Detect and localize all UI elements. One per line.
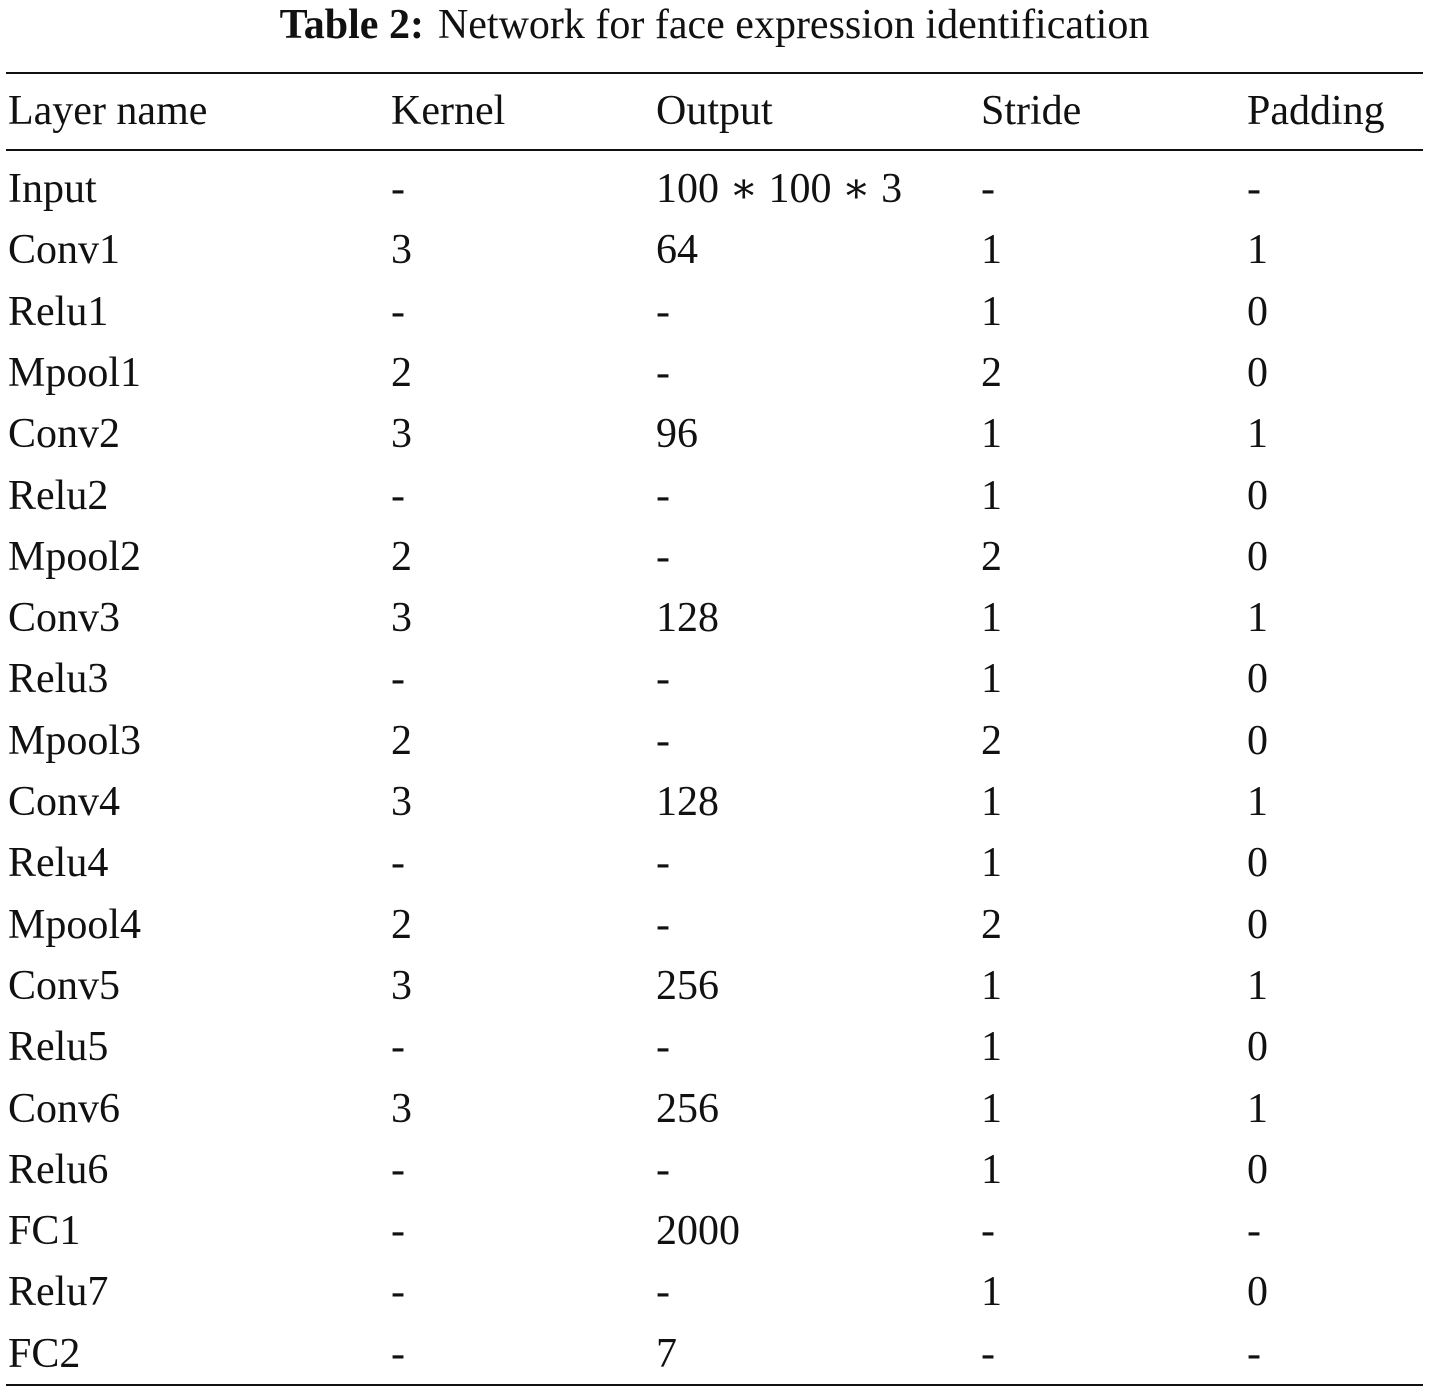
- cell-layer-name: Conv6: [8, 1085, 121, 1132]
- cell-padding: 1: [1247, 227, 1268, 274]
- cell-kernel: 2: [391, 533, 412, 580]
- table-row: [0, 1201, 1429, 1262]
- table-row: [0, 956, 1429, 1017]
- cell-stride: 1: [981, 656, 1002, 703]
- caption-label: Table 2:: [279, 2, 424, 48]
- table-row: [0, 711, 1429, 772]
- cell-layer-name: Relu1: [8, 288, 109, 335]
- cell-kernel: 2: [391, 717, 412, 764]
- table-row: [0, 1262, 1429, 1323]
- cell-layer-name: FC1: [8, 1208, 81, 1255]
- table-row: [0, 527, 1429, 588]
- cell-output: -: [656, 1146, 670, 1193]
- cell-stride: 1: [981, 227, 1002, 274]
- cell-layer-name: Mpool2: [8, 533, 142, 580]
- cell-padding: 1: [1247, 595, 1268, 642]
- cell-output: -: [656, 472, 670, 519]
- cell-kernel: -: [391, 656, 405, 703]
- cell-kernel: -: [391, 840, 405, 887]
- cell-layer-name: Relu6: [8, 1146, 109, 1193]
- cell-padding: 0: [1247, 288, 1268, 335]
- table-row: [0, 282, 1429, 343]
- table-row: [0, 220, 1429, 281]
- cell-layer-name: FC2: [8, 1330, 81, 1377]
- header-layer-name: Layer name: [8, 88, 208, 134]
- cell-padding: 0: [1247, 840, 1268, 887]
- cell-output: -: [656, 901, 670, 948]
- cell-layer-name: Relu7: [8, 1269, 109, 1316]
- cell-stride: -: [981, 1208, 995, 1255]
- cell-output: 64: [656, 227, 698, 274]
- cell-layer-name: Conv4: [8, 779, 121, 825]
- table-row: [0, 833, 1429, 894]
- cell-padding: 0: [1247, 1024, 1268, 1071]
- table-row: [0, 1324, 1429, 1385]
- cell-padding: 1: [1247, 411, 1268, 458]
- cell-kernel: 2: [391, 901, 412, 948]
- cell-output: -: [656, 1024, 670, 1071]
- cell-output: 256: [656, 962, 719, 1009]
- cell-output: -: [656, 1269, 670, 1316]
- cell-kernel: 3: [391, 227, 412, 274]
- bottom-rule: [6, 1384, 1423, 1386]
- cell-kernel: 3: [391, 411, 412, 458]
- table-row: [0, 772, 1429, 833]
- cell-layer-name: Mpool4: [8, 901, 142, 948]
- cell-padding: 0: [1247, 1269, 1268, 1316]
- cell-stride: 2: [981, 717, 1002, 764]
- table-row: [0, 649, 1429, 710]
- cell-kernel: -: [391, 1208, 405, 1255]
- header-rule: [6, 149, 1423, 151]
- cell-output: -: [656, 533, 670, 580]
- cell-stride: 1: [981, 1269, 1002, 1316]
- cell-padding: 0: [1247, 472, 1268, 519]
- table-row: [0, 1079, 1429, 1140]
- cell-kernel: -: [391, 1024, 405, 1071]
- table-row: [0, 466, 1429, 527]
- cell-layer-name: Mpool3: [8, 717, 142, 764]
- table-row: [0, 1140, 1429, 1201]
- cell-output: 7: [656, 1330, 677, 1377]
- cell-stride: 1: [981, 472, 1002, 519]
- cell-layer-name: Conv5: [8, 962, 121, 1009]
- header-padding: Padding: [1247, 88, 1385, 134]
- cell-output: 100 ∗ 100 ∗ 3: [656, 166, 903, 212]
- table-row: [0, 895, 1429, 956]
- cell-kernel: 3: [391, 595, 412, 642]
- cell-kernel: -: [391, 472, 405, 519]
- cell-padding: 1: [1247, 779, 1268, 825]
- cell-padding: 0: [1247, 656, 1268, 703]
- cell-layer-name: Input: [8, 166, 97, 212]
- cell-layer-name: Relu5: [8, 1024, 109, 1071]
- header-stride: Stride: [981, 88, 1082, 134]
- cell-kernel: -: [391, 1146, 405, 1193]
- cell-output: 256: [656, 1085, 719, 1132]
- cell-stride: 2: [981, 533, 1002, 580]
- cell-kernel: 2: [391, 349, 412, 396]
- cell-padding: 0: [1247, 349, 1268, 396]
- cell-output: -: [656, 717, 670, 764]
- cell-output: -: [656, 656, 670, 703]
- cell-padding: 0: [1247, 901, 1268, 948]
- cell-kernel: 3: [391, 1085, 412, 1132]
- table-row: [0, 1017, 1429, 1078]
- cell-layer-name: Mpool1: [8, 349, 142, 396]
- cell-layer-name: Conv2: [8, 411, 121, 458]
- cell-stride: -: [981, 166, 995, 212]
- cell-stride: 2: [981, 901, 1002, 948]
- header-output: Output: [656, 88, 773, 134]
- table-row: [0, 588, 1429, 649]
- table-row: [0, 343, 1429, 404]
- cell-output: 128: [656, 595, 719, 642]
- cell-output: 96: [656, 411, 698, 458]
- table-row: [0, 159, 1429, 220]
- cell-padding: -: [1247, 166, 1261, 212]
- header-kernel: Kernel: [391, 88, 506, 134]
- table-header-row: [0, 80, 1429, 142]
- cell-layer-name: Conv1: [8, 227, 121, 274]
- cell-kernel: 3: [391, 962, 412, 1009]
- cell-stride: 1: [981, 595, 1002, 642]
- cell-output: -: [656, 840, 670, 887]
- cell-kernel: -: [391, 288, 405, 335]
- cell-stride: 1: [981, 288, 1002, 335]
- cell-stride: 1: [981, 1024, 1002, 1071]
- cell-padding: -: [1247, 1330, 1261, 1377]
- cell-layer-name: Relu4: [8, 840, 109, 887]
- cell-stride: 1: [981, 1146, 1002, 1193]
- cell-kernel: -: [391, 1269, 405, 1316]
- cell-stride: 1: [981, 1085, 1002, 1132]
- cell-stride: 1: [981, 840, 1002, 887]
- cell-layer-name: Relu2: [8, 472, 109, 519]
- cell-kernel: -: [391, 166, 405, 212]
- cell-padding: 0: [1247, 717, 1268, 764]
- cell-stride: 2: [981, 349, 1002, 396]
- cell-padding: 0: [1247, 1146, 1268, 1193]
- cell-output: -: [656, 349, 670, 396]
- top-rule: [6, 72, 1423, 74]
- cell-stride: 1: [981, 411, 1002, 458]
- table-row: [0, 404, 1429, 465]
- cell-layer-name: Relu3: [8, 656, 109, 703]
- cell-layer-name: Conv3: [8, 595, 121, 642]
- cell-padding: 0: [1247, 533, 1268, 580]
- cell-output: -: [656, 288, 670, 335]
- cell-kernel: 3: [391, 779, 412, 825]
- cell-stride: 1: [981, 962, 1002, 1009]
- cell-stride: 1: [981, 779, 1002, 825]
- cell-output: 128: [656, 779, 719, 825]
- cell-padding: 1: [1247, 962, 1268, 1009]
- cell-padding: 1: [1247, 1085, 1268, 1132]
- caption-text: Network for face expression identification: [437, 2, 1150, 48]
- cell-stride: -: [981, 1330, 995, 1377]
- table-caption: [0, 0, 1429, 50]
- cell-output: 2000: [656, 1208, 740, 1255]
- cell-kernel: -: [391, 1330, 405, 1377]
- cell-padding: -: [1247, 1208, 1261, 1255]
